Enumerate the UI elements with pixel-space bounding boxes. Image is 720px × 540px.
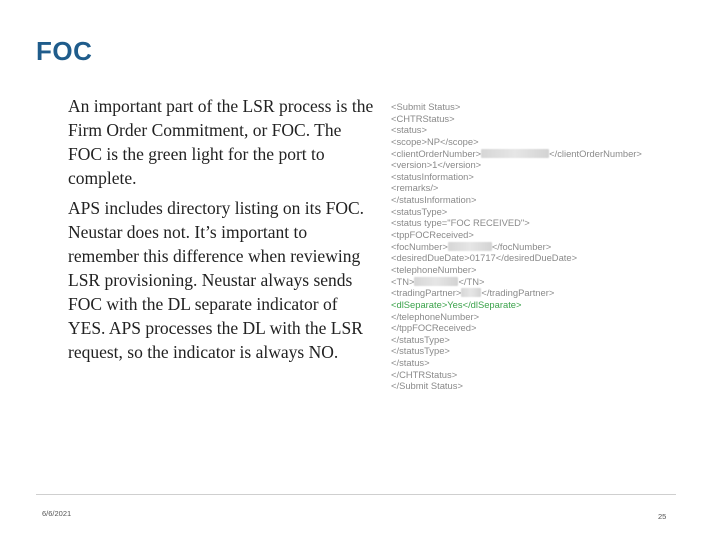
- slide-title: FOC: [36, 36, 93, 66]
- xml-line: <CHTRStatus>: [391, 112, 455, 124]
- xml-line: </status>: [391, 357, 430, 369]
- xml-line: <telephoneNumber>: [391, 263, 477, 275]
- xml-line: <scope>NP</scope>: [391, 135, 479, 147]
- xml-line: <Submit Status>: [391, 101, 461, 112]
- xml-snippet-image: [391, 101, 681, 392]
- xml-line: </statusType>: [391, 333, 450, 345]
- xml-line: <tradingPartner> </tradingPartner>: [391, 287, 555, 299]
- xml-line: </tppFOCReceived>: [391, 322, 477, 334]
- page-number: 25: [658, 512, 667, 521]
- xml-line: </CHTRStatus>: [391, 368, 458, 380]
- xml-line: <status type="FOC RECEIVED">: [391, 217, 530, 229]
- xml-line: </Submit Status>: [391, 380, 463, 392]
- redacted-value: [414, 277, 458, 286]
- xml-line: <statusInformation>: [391, 170, 474, 182]
- xml-line: </statusType>: [391, 345, 450, 357]
- xml-line: </statusInformation>: [391, 194, 477, 206]
- xml-line: <desiredDueDate>01717</desiredDueDate>: [391, 252, 578, 264]
- body-text: [68, 94, 374, 370]
- redacted-value: [448, 242, 492, 251]
- paragraph-foc-intro: An important part of the LSR process is the Firm Order Commitment, or FOC. The FOC is the green light for the port to complete.: [68, 96, 374, 188]
- xml-line-dl-separate-highlight: <dlSeparate>Yes</dlSeparate>: [391, 298, 522, 310]
- xml-line: <version>1</version>: [391, 159, 482, 171]
- paragraph-aps-neustar: APS includes directory listing on its FOC. Neustar does not. It’s important to remember this difference when reviewing LSR provisioning. Neustar always sends FOC with the DL separate indicator of YES. APS processes the DL with the LSR request, so the indicator is always NO.: [68, 198, 365, 362]
- xml-line: <TN> </TN>: [391, 275, 485, 287]
- xml-line: <remarks/>: [391, 182, 439, 194]
- xml-line: </telephoneNumber>: [391, 310, 480, 322]
- redacted-value: [461, 288, 481, 297]
- xml-line: <statusType>: [391, 205, 448, 217]
- xml-line: <focNumber> </focNumber>: [391, 240, 552, 252]
- xml-line: <clientOrderNumber> </clientOrderNumber>: [391, 147, 642, 159]
- footer-date: 6/6/2021: [42, 509, 72, 518]
- footer-divider: [36, 494, 676, 495]
- xml-line: <tppFOCReceived>: [391, 229, 474, 241]
- xml-line: <status>: [391, 124, 427, 136]
- redacted-value: [481, 149, 549, 158]
